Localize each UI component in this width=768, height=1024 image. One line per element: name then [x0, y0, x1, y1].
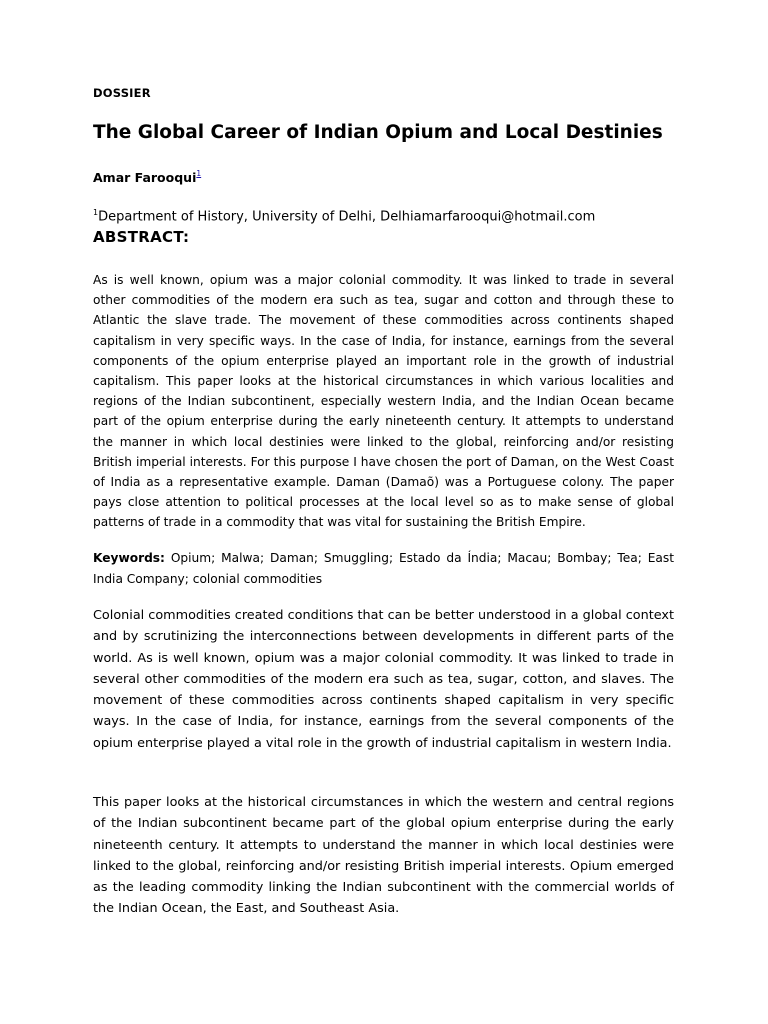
abstract-heading: ABSTRACT:: [93, 228, 190, 246]
paper-title: The Global Career of Indian Opium and Local Destinies: [93, 122, 663, 143]
abstract-text: As is well known, opium was a major colonial commodity. It was linked to trade in several other commodities of the modern era such as tea, sugar and cotton and through these to Atlantic the slave trade. The movement of these commodities across continents shaped capitalism in very specific ways. In the case of India, for instance, earnings from the several components of the opium enterprise played an important role in the growth of industrial capitalism. This paper looks at the historical circumstances in which various localities and regions of the Indian subcontinent, especially western India, and the Indian Ocean became part of the opium enterprise during the early nineteenth century. It attempts to understand the manner in which local destinies were linked to the global, reinforcing and/or resisting British imperial interests. For this purpose I have chosen the port of Daman, on the West Coast of India as a representative example. Daman (Damaõ) was a Portuguese colony. The paper pays close attention to political processes at the local level so as to make sense of global patterns of trade in a commodity that was vital for sustaining the British Empire.: [93, 273, 674, 530]
keywords-line: [93, 548, 674, 589]
affiliation-line: [93, 208, 595, 224]
body-paragraph: This paper looks at the historical circumstances in which the western and central regions of the Indian subcontinent became part of the global opium enterprise during the early nineteenth century. It attempts to understand the manner in which local destinies were linked to the global, reinforcing and/or resisting British imperial interests. Opium emerged as the leading commodity linking the Indian subcontinent with the commercial worlds of the Indian Ocean, the East, and Southeast Asia.: [93, 795, 674, 917]
keywords-list: Opium; Malwa; Daman; Smuggling; Estado da Índia; Macau; Bombay; Tea; East India Company; colonial commodities: [93, 551, 674, 586]
author-footnote-link[interactable]: 1: [196, 169, 202, 178]
affiliation-text: Department of History, University of Delhi, Delhiamarfarooqui@hotmail.com: [98, 209, 596, 225]
keywords-label: Keywords:: [93, 551, 165, 565]
affiliation-mark: 1: [93, 208, 99, 217]
section-label: DOSSIER: [93, 86, 151, 100]
body-paragraph: Colonial commodities created conditions that can be better understood in a global context and by scrutinizing the interconnections between developments in different parts of the world. As is well known, opium was a major colonial commodity. It was linked to trade in several other commodities of the modern era such as tea, sugar, cotton, and slaves. The movement of these commodities across continents shaped capitalism in very specific ways. In the case of India, for instance, earnings from the several components of the opium enterprise played a vital role in the growth of industrial capitalism in western India.: [93, 608, 674, 751]
author-name: Amar Farooqui: [93, 170, 197, 186]
author-line: [93, 170, 201, 185]
